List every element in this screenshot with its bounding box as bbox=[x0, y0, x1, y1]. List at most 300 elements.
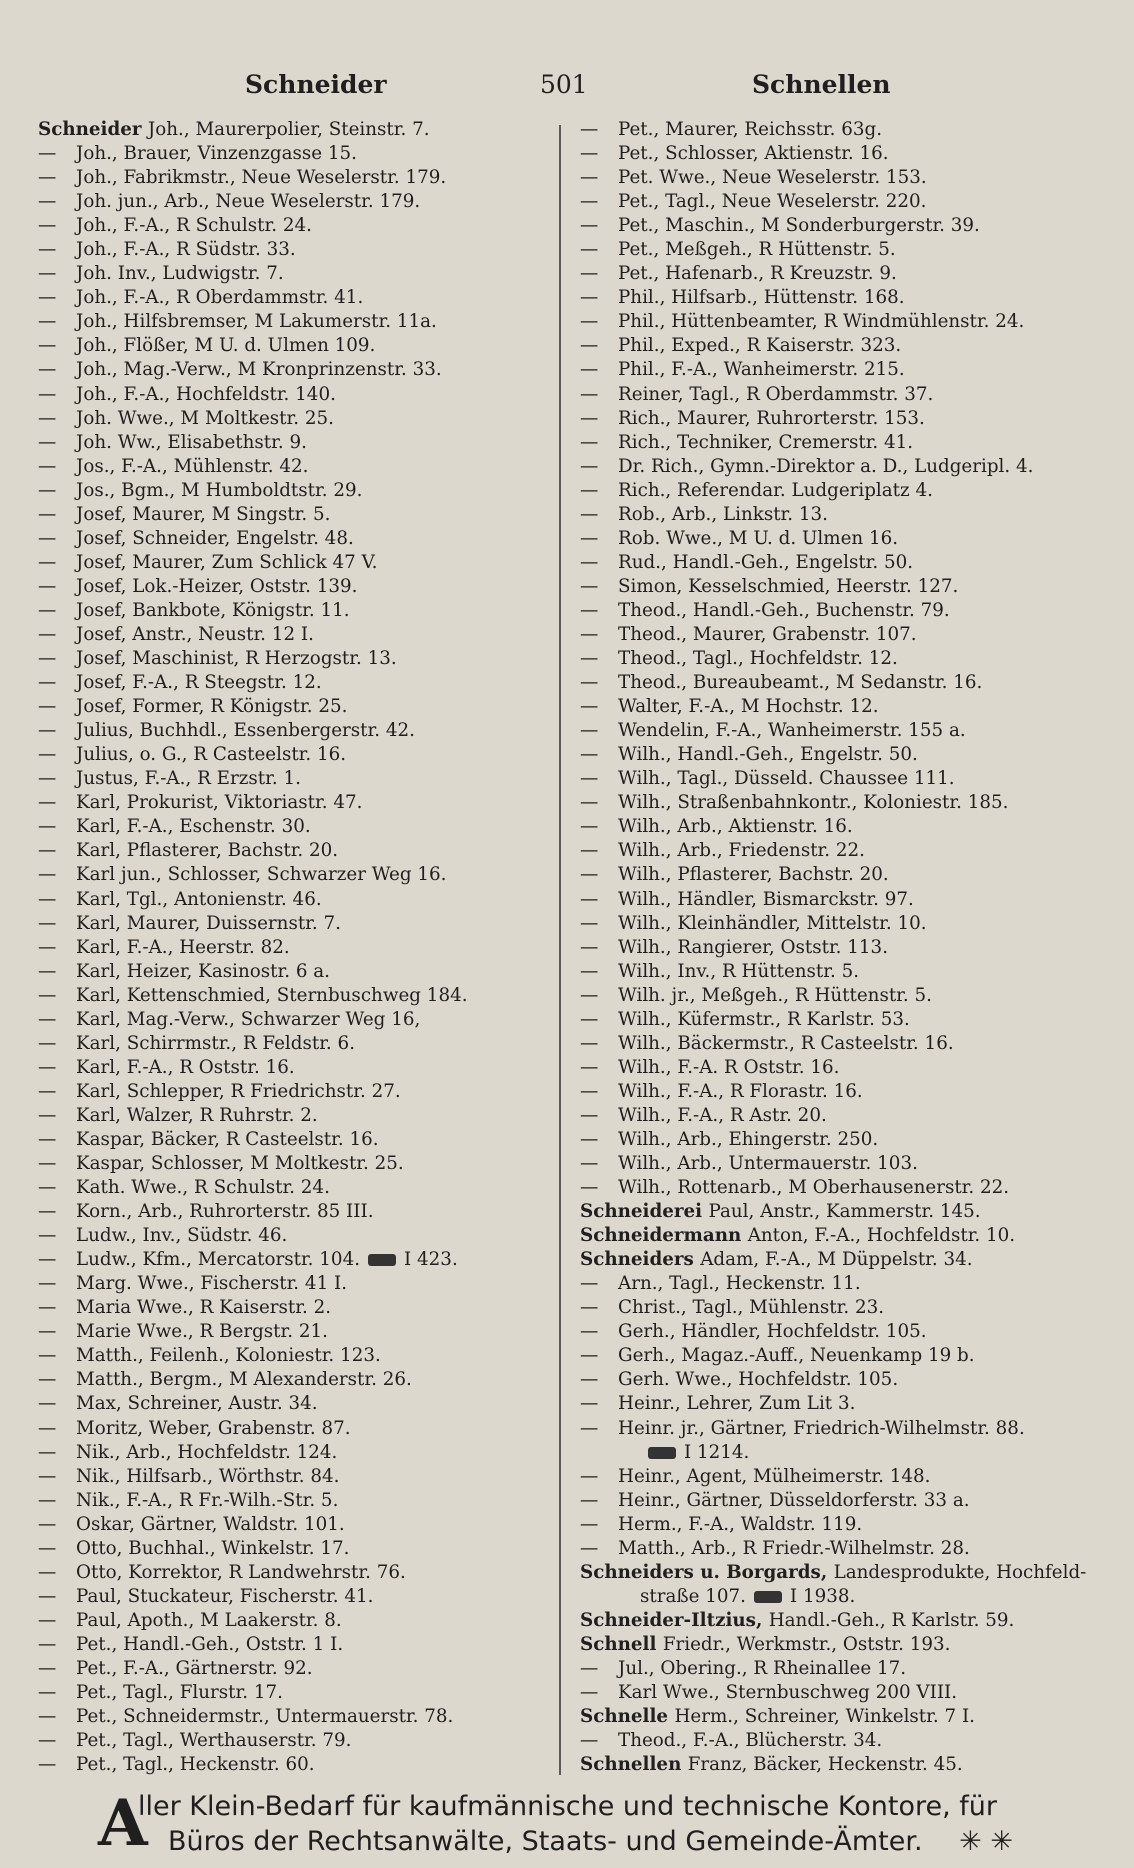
entry-details: Josef, Former, R Königstr. 25. bbox=[76, 696, 348, 718]
repeat-dash: — bbox=[580, 215, 599, 237]
entry-details: Josef, Maurer, Zum Schlick 47 V. bbox=[76, 551, 378, 573]
repeat-dash: — bbox=[38, 888, 57, 910]
entry-details: Rich., Referendar. Ludgeriplatz 4. bbox=[618, 479, 933, 501]
directory-entry bbox=[38, 1537, 558, 1561]
directory-entry bbox=[580, 1344, 1120, 1368]
directory-entry bbox=[580, 1200, 1120, 1224]
entry-details: Karl, Schlepper, R Friedrichstr. 27. bbox=[76, 1080, 401, 1102]
entry-surname: Schnell bbox=[580, 1633, 663, 1655]
directory-entry bbox=[38, 599, 558, 623]
repeat-dash: — bbox=[580, 551, 599, 573]
entry-details: Joh., Flößer, M U. d. Ulmen 109. bbox=[76, 335, 376, 357]
entry-details: Simon, Kesselschmied, Heerstr. 127. bbox=[618, 575, 959, 597]
directory-entry bbox=[580, 1032, 1120, 1056]
entry-details: Adam, F.-A., M Düppelstr. 34. bbox=[700, 1249, 973, 1271]
entry-details: Otto, Buchhal., Winkelstr. 17. bbox=[76, 1537, 350, 1559]
entry-details: Nik., F.-A., R Fr.-Wilh.-Str. 5. bbox=[76, 1489, 339, 1511]
repeat-dash: — bbox=[580, 239, 599, 261]
repeat-dash: — bbox=[580, 455, 599, 477]
entry-details: Joh., Mag.-Verw., M Kronprinzenstr. 33. bbox=[76, 359, 442, 381]
repeat-dash: — bbox=[580, 1489, 599, 1511]
entry-details: Justus, F.-A., R Erzstr. 1. bbox=[76, 768, 301, 790]
entry-details: Karl, Pflasterer, Bachstr. 20. bbox=[76, 840, 339, 862]
entry-details: Wilh., Pflasterer, Bachstr. 20. bbox=[618, 864, 889, 886]
telephone-icon bbox=[648, 1447, 676, 1459]
entry-details: Theod., F.-A., Blücherstr. 34. bbox=[618, 1730, 883, 1752]
directory-entry bbox=[38, 815, 558, 839]
entry-details: Nik., Arb., Hochfeldstr. 124. bbox=[76, 1441, 338, 1463]
repeat-dash: — bbox=[38, 768, 57, 790]
directory-entry bbox=[38, 695, 558, 719]
entry-details: Wilh., Arb., Untermauerstr. 103. bbox=[618, 1153, 918, 1175]
entry-details: Joh. jun., Arb., Neue Weselerstr. 179. bbox=[76, 191, 421, 213]
repeat-dash: — bbox=[580, 263, 599, 285]
repeat-dash: — bbox=[580, 960, 599, 982]
repeat-dash: — bbox=[38, 1417, 57, 1439]
repeat-dash: — bbox=[38, 1754, 57, 1776]
directory-entry bbox=[580, 1753, 1120, 1777]
repeat-dash: — bbox=[580, 792, 599, 814]
entry-details: Paul, Anstr., Kammerstr. 145. bbox=[708, 1201, 981, 1223]
directory-entry bbox=[580, 358, 1120, 382]
repeat-dash: — bbox=[580, 479, 599, 501]
directory-entry bbox=[580, 1609, 1120, 1633]
directory-entry bbox=[38, 671, 558, 695]
directory-entry bbox=[580, 575, 1120, 599]
entry-surname: Schneiderei bbox=[580, 1201, 709, 1223]
repeat-dash: — bbox=[38, 1658, 57, 1679]
repeat-dash: — bbox=[580, 936, 599, 958]
directory-entry bbox=[38, 407, 558, 431]
directory-entry bbox=[580, 1248, 1120, 1272]
repeat-dash: — bbox=[38, 359, 57, 381]
directory-entry bbox=[580, 984, 1120, 1008]
entry-details: Matth., Feilenh., Koloniestr. 123. bbox=[76, 1345, 381, 1367]
directory-entry bbox=[38, 262, 558, 286]
entry-details: Landesprodukte, Hochfeld- bbox=[833, 1561, 1087, 1583]
entry-details: Gerh., Händler, Hochfeldstr. 105. bbox=[618, 1321, 927, 1343]
repeat-dash: — bbox=[580, 1513, 599, 1535]
repeat-dash: — bbox=[38, 1104, 57, 1126]
directory-entry bbox=[38, 1152, 558, 1176]
entry-details: Josef, Maurer, M Singstr. 5. bbox=[76, 503, 331, 525]
entry-details: Jul., Obering., R Rheinallee 17. bbox=[618, 1658, 907, 1679]
directory-entry bbox=[580, 1128, 1120, 1152]
directory-entry bbox=[38, 1224, 558, 1248]
directory-entry bbox=[580, 1008, 1120, 1032]
repeat-dash: — bbox=[38, 1201, 57, 1223]
directory-entry bbox=[580, 912, 1120, 936]
directory-entry bbox=[580, 166, 1120, 190]
entry-details: Wilh., Straßenbahnkontr., Koloniestr. 185. bbox=[618, 792, 1009, 814]
page-header bbox=[0, 70, 1134, 110]
repeat-dash: — bbox=[38, 383, 57, 405]
entry-details: Josef, Lok.-Heizer, Oststr. 139. bbox=[76, 575, 358, 597]
directory-entry bbox=[580, 888, 1120, 912]
directory-entry bbox=[580, 767, 1120, 791]
ad-initial-letter: A bbox=[98, 1786, 148, 1861]
directory-entry bbox=[580, 431, 1120, 455]
directory-entry bbox=[580, 310, 1120, 334]
directory-entry bbox=[38, 1248, 558, 1272]
entry-details: Pet., Handl.-Geh., Oststr. 1 I. bbox=[76, 1633, 344, 1655]
entry-details: Marie Wwe., R Bergstr. 21. bbox=[76, 1321, 328, 1343]
advertisement bbox=[98, 1786, 1088, 1861]
repeat-dash: — bbox=[580, 768, 599, 790]
entry-details: Otto, Korrektor, R Landwehrstr. 76. bbox=[76, 1561, 406, 1583]
directory-entry bbox=[38, 1561, 558, 1585]
repeat-dash: — bbox=[38, 1682, 57, 1704]
entry-surname: Schneiders bbox=[580, 1249, 701, 1271]
repeat-dash: — bbox=[38, 1465, 57, 1487]
entry-details: Arn., Tagl., Heckenstr. 11. bbox=[618, 1273, 861, 1295]
entry-details: Max, Schreiner, Austr. 34. bbox=[76, 1393, 318, 1415]
repeat-dash: — bbox=[580, 359, 599, 381]
repeat-dash: — bbox=[38, 960, 57, 982]
directory-entry bbox=[580, 695, 1120, 719]
entry-details: Julius, o. G., R Casteelstr. 16. bbox=[76, 744, 347, 766]
directory-entry bbox=[580, 839, 1120, 863]
repeat-dash: — bbox=[580, 335, 599, 357]
entry-details: Wilh., F.-A., R Florastr. 16. bbox=[618, 1080, 863, 1102]
entry-details: Karl, Heizer, Kasinostr. 6 a. bbox=[76, 960, 330, 982]
entry-details: Dr. Rich., Gymn.-Direktor a. D., Ludgeripl. 4. bbox=[618, 455, 1034, 477]
repeat-dash: — bbox=[580, 1056, 599, 1078]
entry-details: Wilh., Händler, Bismarckstr. 97. bbox=[618, 888, 914, 910]
entry-details: Pet., Schlosser, Aktienstr. 16. bbox=[618, 143, 889, 165]
ad-line-2-wrap bbox=[168, 1825, 1013, 1859]
directory-entry bbox=[38, 1344, 558, 1368]
repeat-dash: — bbox=[38, 1513, 57, 1535]
repeat-dash: — bbox=[38, 1609, 57, 1631]
directory-entry bbox=[580, 1080, 1120, 1104]
directory-entry bbox=[38, 334, 558, 358]
entry-details: Karl, Walzer, R Ruhrstr. 2. bbox=[76, 1104, 318, 1126]
repeat-dash: — bbox=[580, 744, 599, 766]
ad-line-2: Büros der Rechtsanwälte, Staats- und Gemeinde-Ämter. bbox=[168, 1826, 923, 1857]
repeat-dash: — bbox=[580, 1730, 599, 1752]
entry-details: Karl, F.-A., Eschenstr. 30. bbox=[76, 816, 311, 838]
directory-entry bbox=[38, 431, 558, 455]
entry-details: Phil., Hüttenbeamter, R Windmühlenstr. 24. bbox=[618, 311, 1025, 333]
directory-entry bbox=[38, 1657, 558, 1681]
header-left-keyword: Schneider bbox=[245, 70, 387, 99]
repeat-dash: — bbox=[38, 143, 57, 165]
repeat-dash: — bbox=[580, 527, 599, 549]
directory-entry bbox=[580, 214, 1120, 238]
repeat-dash: — bbox=[38, 503, 57, 525]
repeat-dash: — bbox=[38, 1008, 57, 1030]
directory-entry bbox=[38, 1032, 558, 1056]
repeat-dash: — bbox=[580, 623, 599, 645]
directory-entry bbox=[38, 1441, 558, 1465]
entry-details: Heinr., Lehrer, Zum Lit 3. bbox=[618, 1393, 856, 1415]
directory-entry bbox=[38, 1272, 558, 1296]
directory-entry bbox=[580, 1489, 1120, 1513]
repeat-dash: — bbox=[38, 912, 57, 934]
directory-entry bbox=[580, 503, 1120, 527]
entry-details: Pet., Tagl., Werthauserstr. 79. bbox=[76, 1730, 352, 1752]
repeat-dash: — bbox=[38, 1056, 57, 1078]
entry-details: Theod., Handl.-Geh., Buchenstr. 79. bbox=[618, 599, 950, 621]
repeat-dash: — bbox=[580, 1297, 599, 1319]
entry-surname: Schnellen bbox=[580, 1754, 688, 1776]
directory-entry bbox=[580, 1224, 1120, 1248]
repeat-dash: — bbox=[580, 1321, 599, 1343]
right-column bbox=[580, 118, 1120, 1778]
entry-details: Pet., Schneidermstr., Untermauerstr. 78. bbox=[76, 1706, 454, 1728]
directory-entry bbox=[580, 262, 1120, 286]
directory-entry bbox=[580, 1729, 1120, 1753]
entry-details: Franz, Bäcker, Heckenstr. 45. bbox=[687, 1754, 963, 1776]
entry-details: Josef, Anstr., Neustr. 12 I. bbox=[76, 623, 314, 645]
entry-details: Wilh., Rottenarb., M Oberhausenerstr. 22. bbox=[618, 1177, 1010, 1199]
entry-details: Korn., Arb., Ruhrorterstr. 85 III. bbox=[76, 1201, 374, 1223]
entry-details: Wilh., Arb., Ehingerstr. 250. bbox=[618, 1128, 879, 1150]
directory-entry bbox=[580, 1176, 1120, 1200]
directory-entry bbox=[38, 575, 558, 599]
directory-entry bbox=[38, 1609, 558, 1633]
repeat-dash: — bbox=[580, 311, 599, 333]
repeat-dash: — bbox=[580, 1369, 599, 1391]
entry-details: Paul, Apoth., M Laakerstr. 8. bbox=[76, 1609, 342, 1631]
repeat-dash: — bbox=[38, 239, 57, 261]
repeat-dash: — bbox=[580, 383, 599, 405]
directory-entry bbox=[38, 767, 558, 791]
entry-details: Karl, Tgl., Antonienstr. 46. bbox=[76, 888, 322, 910]
repeat-dash: — bbox=[580, 720, 599, 742]
directory-entry bbox=[580, 1633, 1120, 1657]
directory-entry bbox=[38, 214, 558, 238]
directory-entry bbox=[38, 1417, 558, 1441]
directory-entry bbox=[38, 238, 558, 262]
directory-entry bbox=[580, 1585, 1120, 1609]
directory-entry bbox=[580, 407, 1120, 431]
repeat-dash: — bbox=[38, 455, 57, 477]
directory-entry bbox=[38, 1681, 558, 1705]
repeat-dash: — bbox=[38, 1561, 57, 1583]
repeat-dash: — bbox=[38, 575, 57, 597]
entry-details: Herm., Schreiner, Winkelstr. 7 I. bbox=[674, 1706, 975, 1728]
entry-details: Joh., Maurerpolier, Steinstr. 7. bbox=[147, 119, 430, 140]
entry-details: Joh. Ww., Elisabethstr. 9. bbox=[76, 431, 307, 453]
repeat-dash: — bbox=[580, 287, 599, 309]
directory-entry bbox=[580, 936, 1120, 960]
repeat-dash: — bbox=[38, 1128, 57, 1150]
repeat-dash: — bbox=[580, 840, 599, 862]
directory-entry bbox=[580, 647, 1120, 671]
repeat-dash: — bbox=[580, 1345, 599, 1367]
repeat-dash: — bbox=[580, 1104, 599, 1126]
directory-entry bbox=[580, 383, 1120, 407]
directory-entry bbox=[38, 863, 558, 887]
entry-details: Oskar, Gärtner, Waldstr. 101. bbox=[76, 1513, 345, 1535]
entry-details: Heinr., Gärtner, Düsseldorferstr. 33 a. bbox=[618, 1489, 970, 1511]
repeat-dash: — bbox=[38, 1225, 57, 1247]
directory-entry bbox=[38, 190, 558, 214]
header-right-keyword: Schnellen bbox=[752, 70, 891, 99]
repeat-dash: — bbox=[38, 1080, 57, 1102]
repeat-dash: — bbox=[580, 1658, 599, 1679]
directory-entry bbox=[38, 647, 558, 671]
directory-entry bbox=[580, 671, 1120, 695]
entry-details: Wilh., Küfermstr., R Karlstr. 53. bbox=[618, 1008, 910, 1030]
repeat-dash: — bbox=[38, 599, 57, 621]
entry-details: Matth., Bergm., M Alexanderstr. 26. bbox=[76, 1369, 412, 1391]
entry-details: Wilh., Handl.-Geh., Engelstr. 50. bbox=[618, 744, 918, 766]
repeat-dash: — bbox=[580, 1177, 599, 1199]
entry-details: Wilh., Tagl., Düsseld. Chaussee 111. bbox=[618, 768, 955, 790]
directory-entry bbox=[580, 1056, 1120, 1080]
repeat-dash: — bbox=[580, 407, 599, 429]
repeat-dash: — bbox=[38, 623, 57, 645]
entry-details: Karl, F.-A., R Oststr. 16. bbox=[76, 1056, 295, 1078]
repeat-dash: — bbox=[38, 215, 57, 237]
directory-entry bbox=[38, 1128, 558, 1152]
directory-entry bbox=[580, 719, 1120, 743]
entry-details: Joh. Inv., Ludwigstr. 7. bbox=[76, 263, 284, 285]
directory-entry bbox=[38, 1489, 558, 1513]
directory-entry bbox=[38, 1080, 558, 1104]
directory-entry bbox=[38, 503, 558, 527]
entry-details: straße 107. bbox=[640, 1585, 746, 1607]
directory-entry bbox=[38, 310, 558, 334]
repeat-dash: — bbox=[38, 167, 57, 189]
entry-details: Pet., Maschin., M Sonderburgerstr. 39. bbox=[618, 215, 980, 237]
entry-surname: Schneider bbox=[38, 119, 148, 140]
entry-details: Wilh., Bäckermstr., R Casteelstr. 16. bbox=[618, 1032, 954, 1054]
directory-entry bbox=[580, 1513, 1120, 1537]
telephone-icon bbox=[368, 1254, 396, 1266]
directory-entry bbox=[38, 1729, 558, 1753]
directory-entry bbox=[38, 1368, 558, 1392]
repeat-dash: — bbox=[38, 311, 57, 333]
repeat-dash: — bbox=[580, 1465, 599, 1487]
entry-details: Wilh., F.-A., R Astr. 20. bbox=[618, 1104, 827, 1126]
repeat-dash: — bbox=[38, 479, 57, 501]
directory-entry bbox=[38, 383, 558, 407]
repeat-dash: — bbox=[38, 696, 57, 718]
directory-entry bbox=[580, 1417, 1120, 1441]
repeat-dash: — bbox=[580, 119, 599, 140]
entry-details: Pet., Tagl., Heckenstr. 60. bbox=[76, 1754, 315, 1776]
entry-details: Joh., F.-A., R Oberdammstr. 41. bbox=[76, 287, 364, 309]
repeat-dash: — bbox=[580, 1032, 599, 1054]
entry-details: Karl, Maurer, Duissernstr. 7. bbox=[76, 912, 341, 934]
entry-details: Paul, Stuckateur, Fischerstr. 41. bbox=[76, 1585, 374, 1607]
repeat-dash: — bbox=[38, 1032, 57, 1054]
repeat-dash: — bbox=[580, 696, 599, 718]
entry-details: Walter, F.-A., M Hochstr. 12. bbox=[618, 696, 879, 718]
directory-entry bbox=[38, 936, 558, 960]
repeat-dash: — bbox=[580, 575, 599, 597]
entry-details: Wendelin, F.-A., Wanheimerstr. 155 a. bbox=[618, 720, 966, 742]
entry-phone: I 1214. bbox=[684, 1441, 750, 1463]
repeat-dash: — bbox=[38, 335, 57, 357]
directory-entry bbox=[580, 238, 1120, 262]
repeat-dash: — bbox=[38, 551, 57, 573]
repeat-dash: — bbox=[38, 263, 57, 285]
repeat-dash: — bbox=[580, 1537, 599, 1559]
repeat-dash: — bbox=[38, 1177, 57, 1199]
entry-details: Julius, Buchhdl., Essenbergerstr. 42. bbox=[76, 720, 415, 742]
entry-details: Wilh., F.-A. R Oststr. 16. bbox=[618, 1056, 840, 1078]
entry-details: Wilh., Arb., Aktienstr. 16. bbox=[618, 816, 853, 838]
entry-details: Jos., F.-A., Mühlenstr. 42. bbox=[76, 455, 309, 477]
directory-entry bbox=[38, 839, 558, 863]
directory-entry bbox=[580, 1441, 1120, 1465]
directory-entry bbox=[580, 1152, 1120, 1176]
entry-details: Karl, Schirrmstr., R Feldstr. 6. bbox=[76, 1032, 356, 1054]
entry-details: Kaspar, Bäcker, R Casteelstr. 16. bbox=[76, 1128, 379, 1150]
directory-entry bbox=[38, 791, 558, 815]
directory-entry bbox=[580, 551, 1120, 575]
repeat-dash: — bbox=[580, 864, 599, 886]
repeat-dash: — bbox=[580, 191, 599, 213]
entry-details: Joh., F.-A., Hochfeldstr. 140. bbox=[76, 383, 336, 405]
entry-details: Kath. Wwe., R Schulstr. 24. bbox=[76, 1177, 330, 1199]
repeat-dash: — bbox=[38, 1345, 57, 1367]
directory-entry bbox=[38, 1513, 558, 1537]
directory-entry bbox=[38, 479, 558, 503]
repeat-dash: — bbox=[38, 672, 57, 694]
repeat-dash: — bbox=[38, 1633, 57, 1655]
directory-entry bbox=[38, 286, 558, 310]
directory-entry bbox=[38, 1176, 558, 1200]
directory-entry bbox=[580, 623, 1120, 647]
entry-details: Karl, Prokurist, Viktoriastr. 47. bbox=[76, 792, 363, 814]
repeat-dash: — bbox=[580, 1417, 599, 1439]
entry-details: Gerh., Magaz.-Auff., Neuenkamp 19 b. bbox=[618, 1345, 975, 1367]
entry-details: Karl, F.-A., Heerstr. 82. bbox=[76, 936, 290, 958]
repeat-dash: — bbox=[580, 143, 599, 165]
repeat-dash: — bbox=[38, 984, 57, 1006]
entry-details: Christ., Tagl., Mühlenstr. 23. bbox=[618, 1297, 885, 1319]
directory-entry bbox=[580, 1681, 1120, 1705]
repeat-dash: — bbox=[580, 648, 599, 670]
repeat-dash: — bbox=[38, 1706, 57, 1728]
repeat-dash: — bbox=[580, 1273, 599, 1295]
directory-entry bbox=[38, 455, 558, 479]
entry-details: Wilh., Inv., R Hüttenstr. 5. bbox=[618, 960, 860, 982]
directory-entry bbox=[38, 118, 558, 142]
repeat-dash: — bbox=[38, 1489, 57, 1511]
repeat-dash: — bbox=[38, 431, 57, 453]
entry-details: Friedr., Werkmstr., Oststr. 193. bbox=[662, 1633, 951, 1655]
entry-phone: I 423. bbox=[404, 1249, 458, 1271]
entry-details: Wilh., Rangierer, Oststr. 113. bbox=[618, 936, 889, 958]
repeat-dash: — bbox=[38, 936, 57, 958]
entry-details: Moritz, Weber, Grabenstr. 87. bbox=[76, 1417, 351, 1439]
entry-details: Rich., Maurer, Ruhrorterstr. 153. bbox=[618, 407, 925, 429]
entry-details: Herm., F.-A., Waldstr. 119. bbox=[618, 1513, 863, 1535]
directory-entry bbox=[580, 479, 1120, 503]
entry-details: Josef, F.-A., R Steegstr. 12. bbox=[76, 672, 322, 694]
entry-details: Handl.-Geh., R Karlstr. 59. bbox=[768, 1609, 1015, 1631]
entry-details: Matth., Arb., R Friedr.-Wilhelmstr. 28. bbox=[618, 1537, 970, 1559]
directory-entry bbox=[580, 960, 1120, 984]
entry-details: Anton, F.-A., Hochfeldstr. 10. bbox=[747, 1225, 1016, 1247]
repeat-dash: — bbox=[38, 840, 57, 862]
directory-entry bbox=[38, 719, 558, 743]
repeat-dash: — bbox=[38, 1153, 57, 1175]
directory-entry bbox=[580, 1104, 1120, 1128]
entry-surname: Schneidermann bbox=[580, 1225, 748, 1247]
directory-entry bbox=[580, 599, 1120, 623]
column-divider bbox=[559, 125, 561, 1775]
directory-entry bbox=[580, 863, 1120, 887]
repeat-dash: — bbox=[38, 1585, 57, 1607]
